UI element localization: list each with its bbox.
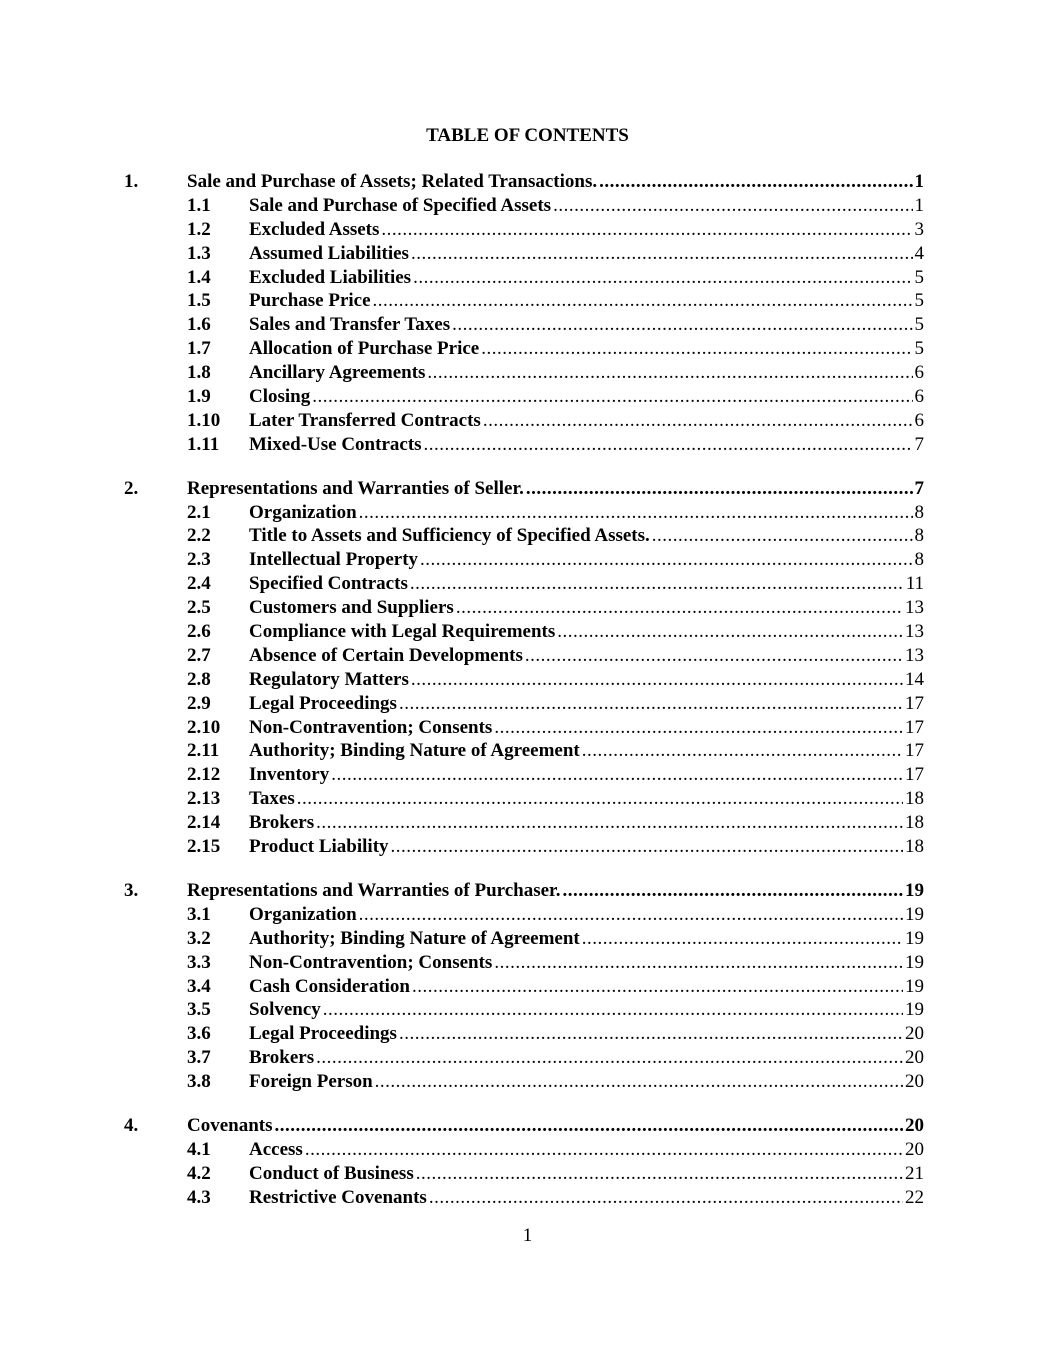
subsection-title: Later Transferred Contracts <box>249 409 481 431</box>
toc-entry[interactable] <box>249 787 924 811</box>
dot-leader <box>297 787 903 811</box>
toc-subsection-row <box>0 811 1055 835</box>
page-reference: 19 <box>905 927 924 949</box>
subsection-title: Customers and Suppliers <box>249 597 454 619</box>
toc-subsection-row <box>0 998 1055 1022</box>
toc-subsection-row <box>0 242 1055 266</box>
page-reference: 6 <box>914 386 924 408</box>
subsection-number: 2.2 <box>187 525 211 547</box>
dot-leader <box>481 337 912 361</box>
dot-leader <box>416 1162 903 1186</box>
page-reference: 6 <box>914 362 924 384</box>
subsection-number: 1.9 <box>187 386 211 408</box>
dot-leader <box>456 596 903 620</box>
toc-subsection-row <box>0 787 1055 811</box>
subsection-title: Excluded Liabilities <box>249 266 412 288</box>
dot-leader <box>494 716 903 740</box>
dot-leader <box>582 739 903 763</box>
subsection-number: 1.4 <box>187 266 211 288</box>
dot-leader <box>391 835 903 859</box>
toc-subsection-row <box>0 668 1055 692</box>
toc-entry[interactable] <box>249 361 924 385</box>
toc-entry[interactable] <box>249 1138 924 1162</box>
toc-entry[interactable] <box>249 835 924 859</box>
dot-leader <box>557 620 903 644</box>
page-reference: 19 <box>905 879 924 901</box>
toc-entry[interactable] <box>249 572 924 596</box>
subsection-title: Conduct of Business <box>249 1162 414 1184</box>
page-reference: 19 <box>905 903 924 925</box>
toc-subsection-row <box>0 385 1055 409</box>
section-number: 2. <box>124 477 139 499</box>
subsection-number: 2.13 <box>187 788 221 810</box>
subsection-title: Organization <box>249 501 357 523</box>
toc-entry[interactable] <box>249 289 924 313</box>
toc-subsection-row <box>0 692 1055 716</box>
page-reference: 17 <box>905 740 924 762</box>
dot-leader <box>359 501 913 525</box>
toc-subsection-row <box>0 1162 1055 1186</box>
page-reference: 7 <box>914 477 924 499</box>
dot-leader <box>411 668 903 692</box>
toc-entry[interactable] <box>249 385 924 409</box>
subsection-number: 4.2 <box>187 1162 211 1184</box>
dot-leader <box>316 1046 903 1070</box>
page-reference: 5 <box>914 314 924 336</box>
toc-subsection-row <box>0 596 1055 620</box>
page-reference: 20 <box>905 1047 924 1069</box>
dot-leader <box>526 477 913 501</box>
toc-entry[interactable] <box>249 1070 924 1094</box>
toc-entry[interactable] <box>187 1114 924 1138</box>
toc-subsection-row <box>0 644 1055 668</box>
subsection-title: Closing <box>249 386 311 408</box>
page-reference: 5 <box>914 266 924 288</box>
section-number: 4. <box>124 1114 139 1136</box>
subsection-title: Taxes <box>249 788 295 810</box>
dot-leader <box>525 644 903 668</box>
toc-entry[interactable] <box>249 337 924 361</box>
page-reference: 17 <box>905 764 924 786</box>
toc-entry[interactable] <box>249 1162 924 1186</box>
toc-title: TABLE OF CONTENTS <box>426 125 629 146</box>
toc-subsection-row <box>0 716 1055 740</box>
subsection-number: 1.1 <box>187 194 211 216</box>
toc-section <box>0 879 1055 1094</box>
subsection-title: Title to Assets and Sufficiency of Specified Assets. <box>249 525 650 547</box>
toc-entry[interactable] <box>249 668 924 692</box>
subsection-title: Mixed-Use Contracts <box>249 433 422 455</box>
toc-subsection-row <box>0 433 1055 457</box>
dot-leader <box>582 927 903 951</box>
page-reference: 18 <box>905 836 924 858</box>
section-number: 1. <box>124 171 139 192</box>
subsection-number: 2.4 <box>187 573 211 595</box>
section-title: Representations and Warranties of Seller. <box>187 477 524 499</box>
toc-entry[interactable] <box>187 170 924 194</box>
subsection-number: 1.7 <box>187 338 211 360</box>
dot-leader <box>399 1022 903 1046</box>
subsection-number: 2.11 <box>187 740 220 762</box>
toc-subsection-row <box>0 194 1055 218</box>
dot-leader <box>427 361 912 385</box>
toc-subsection-row <box>0 409 1055 433</box>
toc-subsection-row <box>0 266 1055 290</box>
subsection-number: 3.6 <box>187 1023 211 1045</box>
subsection-title: Sales and Transfer Taxes <box>249 314 451 336</box>
toc-entry[interactable] <box>249 218 924 242</box>
dot-leader <box>599 170 912 194</box>
subsection-title: Absence of Certain Developments <box>249 644 523 666</box>
toc-section-row <box>0 477 1055 501</box>
toc-entry[interactable] <box>249 194 924 218</box>
dot-leader <box>323 998 903 1022</box>
subsection-number: 3.3 <box>187 951 211 973</box>
toc-entry[interactable] <box>249 903 924 927</box>
section-title: Representations and Warranties of Purchaser. <box>187 879 561 901</box>
toc-entry[interactable] <box>249 692 924 716</box>
subsection-number: 2.1 <box>187 501 211 523</box>
dot-leader <box>411 242 913 266</box>
subsection-number: 3.2 <box>187 927 211 949</box>
subsection-number: 2.10 <box>187 716 221 738</box>
subsection-title: Assumed Liabilities <box>249 242 409 264</box>
toc-subsection-row <box>0 548 1055 572</box>
section-number: 3. <box>124 879 139 901</box>
dot-leader <box>312 385 912 409</box>
subsection-title: Inventory <box>249 764 330 786</box>
dot-leader <box>359 903 903 927</box>
toc-subsection-row <box>0 1138 1055 1162</box>
toc-subsection-row <box>0 903 1055 927</box>
page-reference: 13 <box>905 621 924 643</box>
subsection-title: Compliance with Legal Requirements <box>249 621 556 643</box>
toc-entry[interactable] <box>249 1022 924 1046</box>
section-title: Sale and Purchase of Assets; Related Transactions. <box>187 171 598 192</box>
toc-entry[interactable] <box>249 1186 924 1210</box>
dot-leader <box>553 194 912 218</box>
page-reference: 5 <box>914 290 924 312</box>
page-reference: 20 <box>905 1023 924 1045</box>
toc-subsection-row <box>0 572 1055 596</box>
toc-subsection-row <box>0 927 1055 951</box>
subsection-number: 2.8 <box>187 668 211 690</box>
page-reference: 11 <box>905 573 924 595</box>
toc-entry[interactable] <box>249 927 924 951</box>
subsection-number: 2.5 <box>187 597 211 619</box>
subsection-number: 3.1 <box>187 903 211 925</box>
subsection-title: Regulatory Matters <box>249 668 409 690</box>
subsection-number: 1.10 <box>187 409 221 431</box>
toc-section <box>0 477 1055 859</box>
subsection-number: 2.14 <box>187 812 221 834</box>
page-reference: 8 <box>914 549 924 571</box>
subsection-title: Foreign Person <box>249 1071 373 1093</box>
dot-leader <box>373 289 913 313</box>
toc-section-row <box>0 1114 1055 1138</box>
subsection-number: 2.15 <box>187 836 221 858</box>
toc-subsection-row <box>0 361 1055 385</box>
toc-entry[interactable] <box>249 763 924 787</box>
page-reference: 20 <box>905 1071 924 1093</box>
toc-section-row <box>0 170 1055 194</box>
toc-subsection-row <box>0 1046 1055 1070</box>
toc-subsection-row <box>0 1022 1055 1046</box>
subsection-title: Purchase Price <box>249 290 371 312</box>
subsection-number: 2.7 <box>187 644 211 666</box>
subsection-title: Authority; Binding Nature of Agreement <box>249 927 580 949</box>
page-reference: 13 <box>905 644 924 666</box>
toc-subsection-row <box>0 763 1055 787</box>
toc-entry[interactable] <box>249 620 924 644</box>
toc-entry[interactable] <box>249 548 924 572</box>
dot-leader <box>275 1114 903 1138</box>
page-reference: 1 <box>914 194 924 216</box>
toc-entry[interactable] <box>249 644 924 668</box>
toc-entry[interactable] <box>249 501 924 525</box>
toc-entry[interactable] <box>187 879 924 903</box>
page-reference: 8 <box>914 525 924 547</box>
subsection-number: 3.8 <box>187 1071 211 1093</box>
toc-subsection-row <box>0 313 1055 337</box>
subsection-title: Non-Contravention; Consents <box>249 951 493 973</box>
dot-leader <box>424 433 913 457</box>
dot-leader <box>381 218 912 242</box>
page-reference: 20 <box>905 1138 924 1160</box>
page-reference: 22 <box>905 1186 924 1208</box>
subsection-number: 1.8 <box>187 362 211 384</box>
dot-leader <box>375 1070 903 1094</box>
toc-subsection-row <box>0 620 1055 644</box>
toc-entry[interactable] <box>249 975 924 999</box>
toc-entry[interactable] <box>187 477 924 501</box>
page-reference: 8 <box>914 501 924 523</box>
page-reference: 19 <box>905 975 924 997</box>
page-reference: 17 <box>905 692 924 714</box>
subsection-number: 1.2 <box>187 218 211 240</box>
toc-subsection-row <box>0 1186 1055 1210</box>
toc-subsection-row <box>0 524 1055 548</box>
page-reference: 13 <box>905 597 924 619</box>
toc-subsection-row <box>0 1070 1055 1094</box>
toc-subsection-row <box>0 975 1055 999</box>
toc-entry[interactable] <box>249 951 924 975</box>
page-reference: 1 <box>914 171 924 192</box>
dot-leader <box>305 1138 903 1162</box>
toc-entry[interactable] <box>249 998 924 1022</box>
toc-subsection-row <box>0 835 1055 859</box>
dot-leader <box>399 692 903 716</box>
toc-entry[interactable] <box>249 433 924 457</box>
subsection-title: Ancillary Agreements <box>249 362 426 384</box>
subsection-title: Intellectual Property <box>249 549 419 571</box>
subsection-title: Brokers <box>249 812 315 834</box>
page-reference: 17 <box>905 716 924 738</box>
toc-entry[interactable] <box>249 596 924 620</box>
page-reference: 7 <box>914 433 924 455</box>
subsection-number: 3.7 <box>187 1047 211 1069</box>
toc-entry[interactable] <box>249 313 924 337</box>
dot-leader <box>413 266 912 290</box>
dot-leader <box>429 1186 903 1210</box>
dot-leader <box>494 951 903 975</box>
subsection-title: Solvency <box>249 999 321 1021</box>
toc-entry[interactable] <box>249 242 924 266</box>
subsection-number: 1.6 <box>187 314 211 336</box>
subsection-number: 2.6 <box>187 621 211 643</box>
subsection-number: 1.5 <box>187 290 211 312</box>
dot-leader <box>331 763 903 787</box>
subsection-title: Organization <box>249 903 357 925</box>
table-of-contents <box>0 170 1055 1230</box>
page-reference: 18 <box>905 788 924 810</box>
toc-entry[interactable] <box>249 739 924 763</box>
subsection-title: Non-Contravention; Consents <box>249 716 493 738</box>
page-reference: 20 <box>905 1114 924 1136</box>
toc-subsection-row <box>0 951 1055 975</box>
toc-entry[interactable] <box>249 524 924 548</box>
toc-entry[interactable] <box>249 409 924 433</box>
page-reference: 4 <box>914 242 924 264</box>
toc-subsection-row <box>0 337 1055 361</box>
page-reference: 5 <box>914 338 924 360</box>
toc-subsection-row <box>0 739 1055 763</box>
subsection-title: Authority; Binding Nature of Agreement <box>249 740 580 762</box>
subsection-title: Excluded Assets <box>249 218 380 240</box>
subsection-number: 1.3 <box>187 242 211 264</box>
dot-leader <box>652 524 913 548</box>
toc-subsection-row <box>0 289 1055 313</box>
subsection-title: Allocation of Purchase Price <box>249 338 480 360</box>
page-reference: 19 <box>905 999 924 1021</box>
toc-subsection-row <box>0 218 1055 242</box>
page-number: 1 <box>522 1225 533 1246</box>
subsection-number: 4.3 <box>187 1186 211 1208</box>
page-reference: 19 <box>905 951 924 973</box>
subsection-number: 4.1 <box>187 1138 211 1160</box>
dot-leader <box>420 548 912 572</box>
toc-section-row <box>0 879 1055 903</box>
subsection-number: 1.11 <box>187 433 220 455</box>
subsection-title: Access <box>249 1138 303 1160</box>
page-reference: 3 <box>914 218 924 240</box>
subsection-title: Legal Proceedings <box>249 1023 397 1045</box>
subsection-title: Restrictive Covenants <box>249 1186 427 1208</box>
subsection-title: Product Liability <box>249 836 389 858</box>
subsection-number: 3.5 <box>187 999 211 1021</box>
toc-entry[interactable] <box>249 811 924 835</box>
subsection-title: Brokers <box>249 1047 315 1069</box>
subsection-title: Sale and Purchase of Specified Assets <box>249 194 552 216</box>
dot-leader <box>410 572 904 596</box>
subsection-number: 2.3 <box>187 549 211 571</box>
section-title: Covenants <box>187 1114 273 1136</box>
page-reference: 6 <box>914 409 924 431</box>
toc-entry[interactable] <box>249 266 924 290</box>
page-reference: 21 <box>905 1162 924 1184</box>
subsection-number: 2.12 <box>187 764 221 786</box>
subsection-title: Legal Proceedings <box>249 692 397 714</box>
dot-leader <box>316 811 903 835</box>
toc-entry[interactable] <box>249 1046 924 1070</box>
toc-entry[interactable] <box>249 716 924 740</box>
subsection-title: Specified Contracts <box>249 573 408 595</box>
subsection-number: 3.4 <box>187 975 211 997</box>
subsection-number: 2.9 <box>187 692 211 714</box>
page-reference: 14 <box>905 668 924 690</box>
page-reference: 18 <box>905 812 924 834</box>
dot-leader <box>412 975 903 999</box>
dot-leader <box>452 313 912 337</box>
toc-section <box>0 170 1055 457</box>
dot-leader <box>483 409 913 433</box>
subsection-title: Cash Consideration <box>249 975 410 997</box>
toc-subsection-row <box>0 501 1055 525</box>
dot-leader <box>563 879 904 903</box>
toc-section <box>0 1114 1055 1210</box>
